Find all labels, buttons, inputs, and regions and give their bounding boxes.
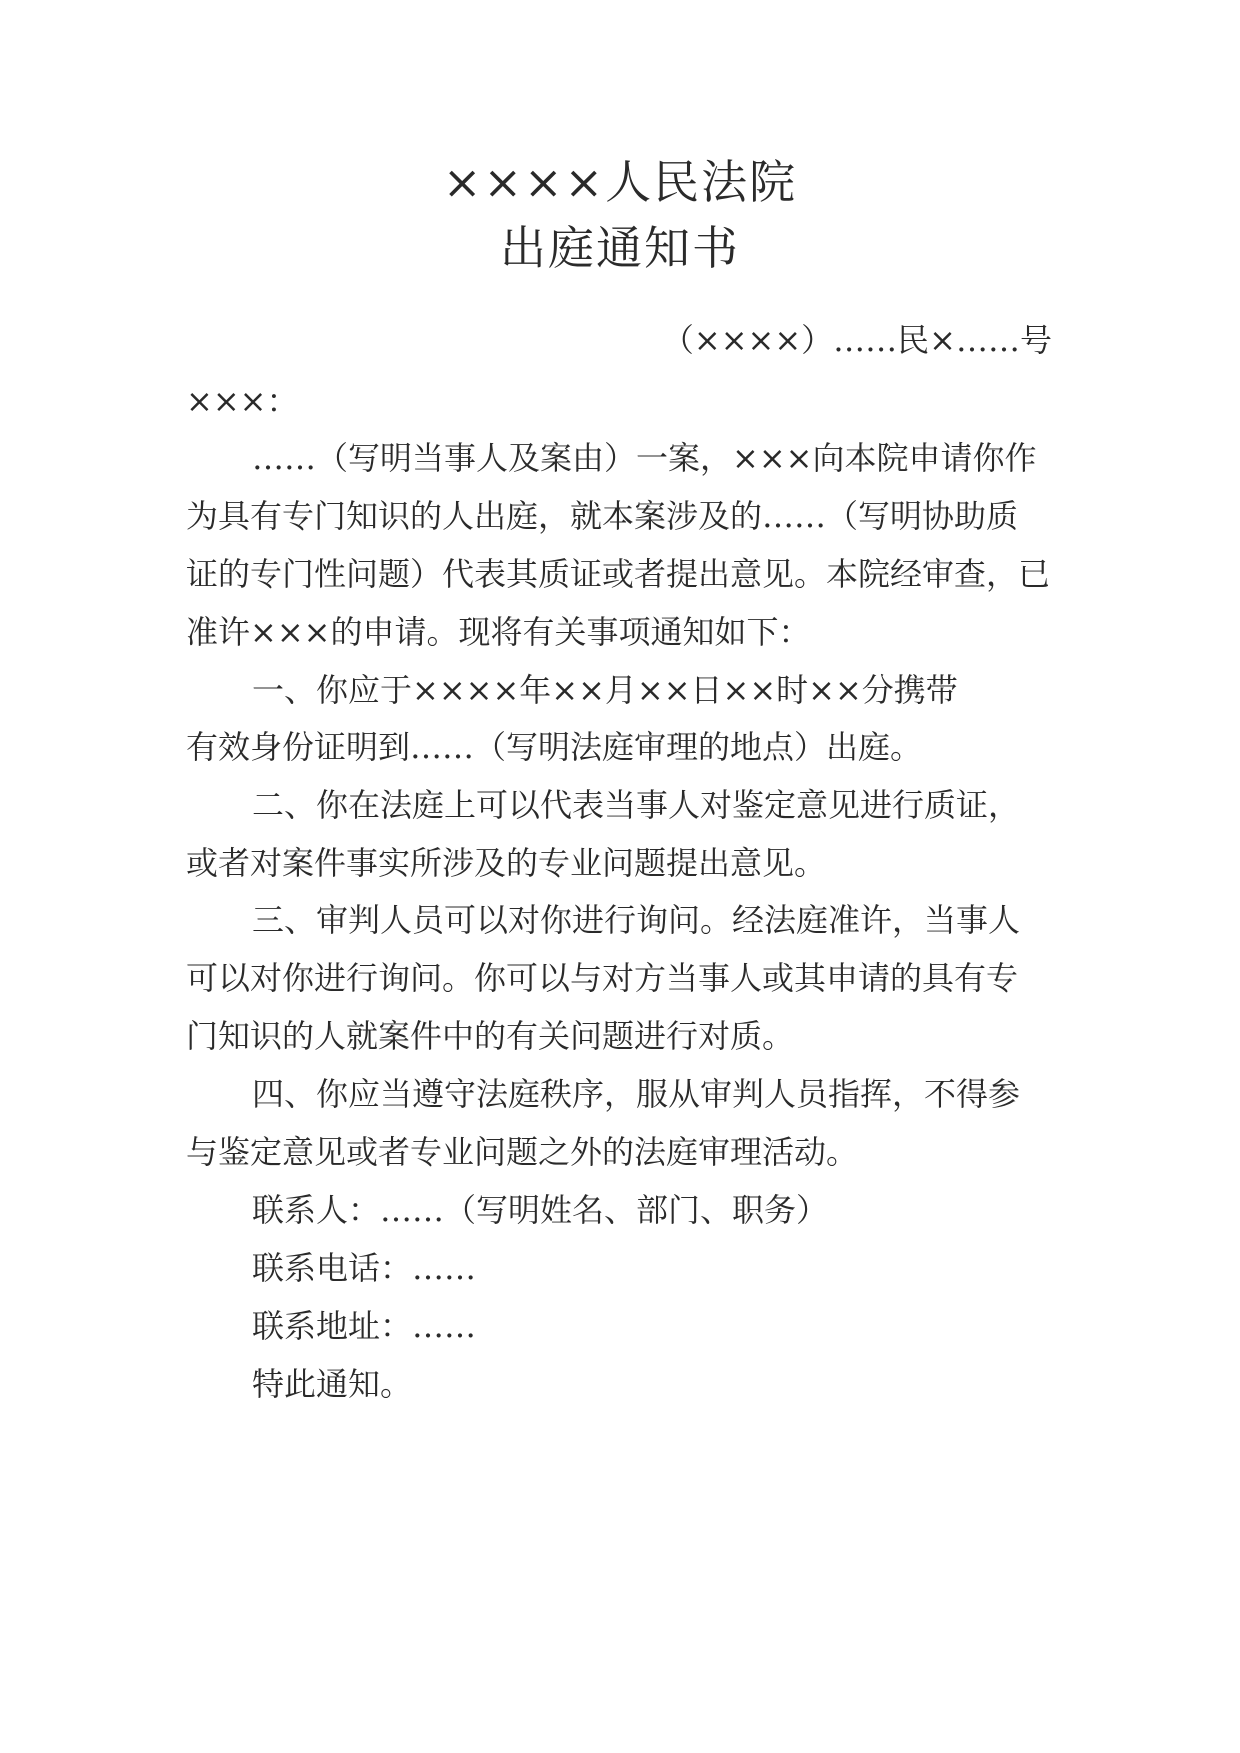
intro-line-2: 为具有专门知识的人出庭，就本案涉及的……（写明协助质 bbox=[186, 497, 1019, 535]
item1-line-2: 有效身份证明到……（写明法庭审理的地点）出庭。 bbox=[186, 728, 923, 766]
contact-phone: 联系电话：…… bbox=[252, 1249, 477, 1287]
intro-line-4: 准许×××的申请。现将有关事项通知如下： bbox=[186, 613, 811, 651]
closing-text: 特此通知。 bbox=[252, 1365, 413, 1403]
item3-line-3: 门知识的人就案件中的有关问题进行对质。 bbox=[186, 1017, 795, 1055]
item1-line-1: 一、你应于××××年××月××日××时××分携带 bbox=[252, 671, 958, 709]
document-title: 出庭通知书 bbox=[500, 221, 740, 275]
item2-line-2: 或者对案件事实所涉及的专业问题提出意见。 bbox=[186, 844, 827, 882]
court-name: ××××人民法院 bbox=[442, 155, 798, 209]
item3-line-2: 可以对你进行询问。你可以与对方当事人或其申请的具有专 bbox=[186, 959, 1019, 997]
intro-line-1: ……（写明当事人及案由）一案，×××向本院申请你作 bbox=[252, 439, 1037, 477]
item3-line-1: 三、审判人员可以对你进行询问。经法庭准许，当事人 bbox=[252, 901, 1021, 939]
contact-person: 联系人：……（写明姓名、部门、职务） bbox=[252, 1191, 829, 1229]
item4-line-1: 四、你应当遵守法庭秩序，服从审判人员指挥，不得参 bbox=[252, 1075, 1021, 1113]
addressee: ×××： bbox=[186, 382, 299, 420]
item2-line-1: 二、你在法庭上可以代表当事人对鉴定意见进行质证， bbox=[252, 786, 1021, 824]
intro-line-3: 证的专门性问题）代表其质证或者提出意见。本院经审查，已 bbox=[186, 555, 1051, 593]
item4-line-2: 与鉴定意见或者专业问题之外的法庭审理活动。 bbox=[186, 1133, 859, 1171]
contact-address: 联系地址：…… bbox=[252, 1307, 477, 1345]
case-number: （××××）……民×……号 bbox=[661, 321, 1052, 359]
